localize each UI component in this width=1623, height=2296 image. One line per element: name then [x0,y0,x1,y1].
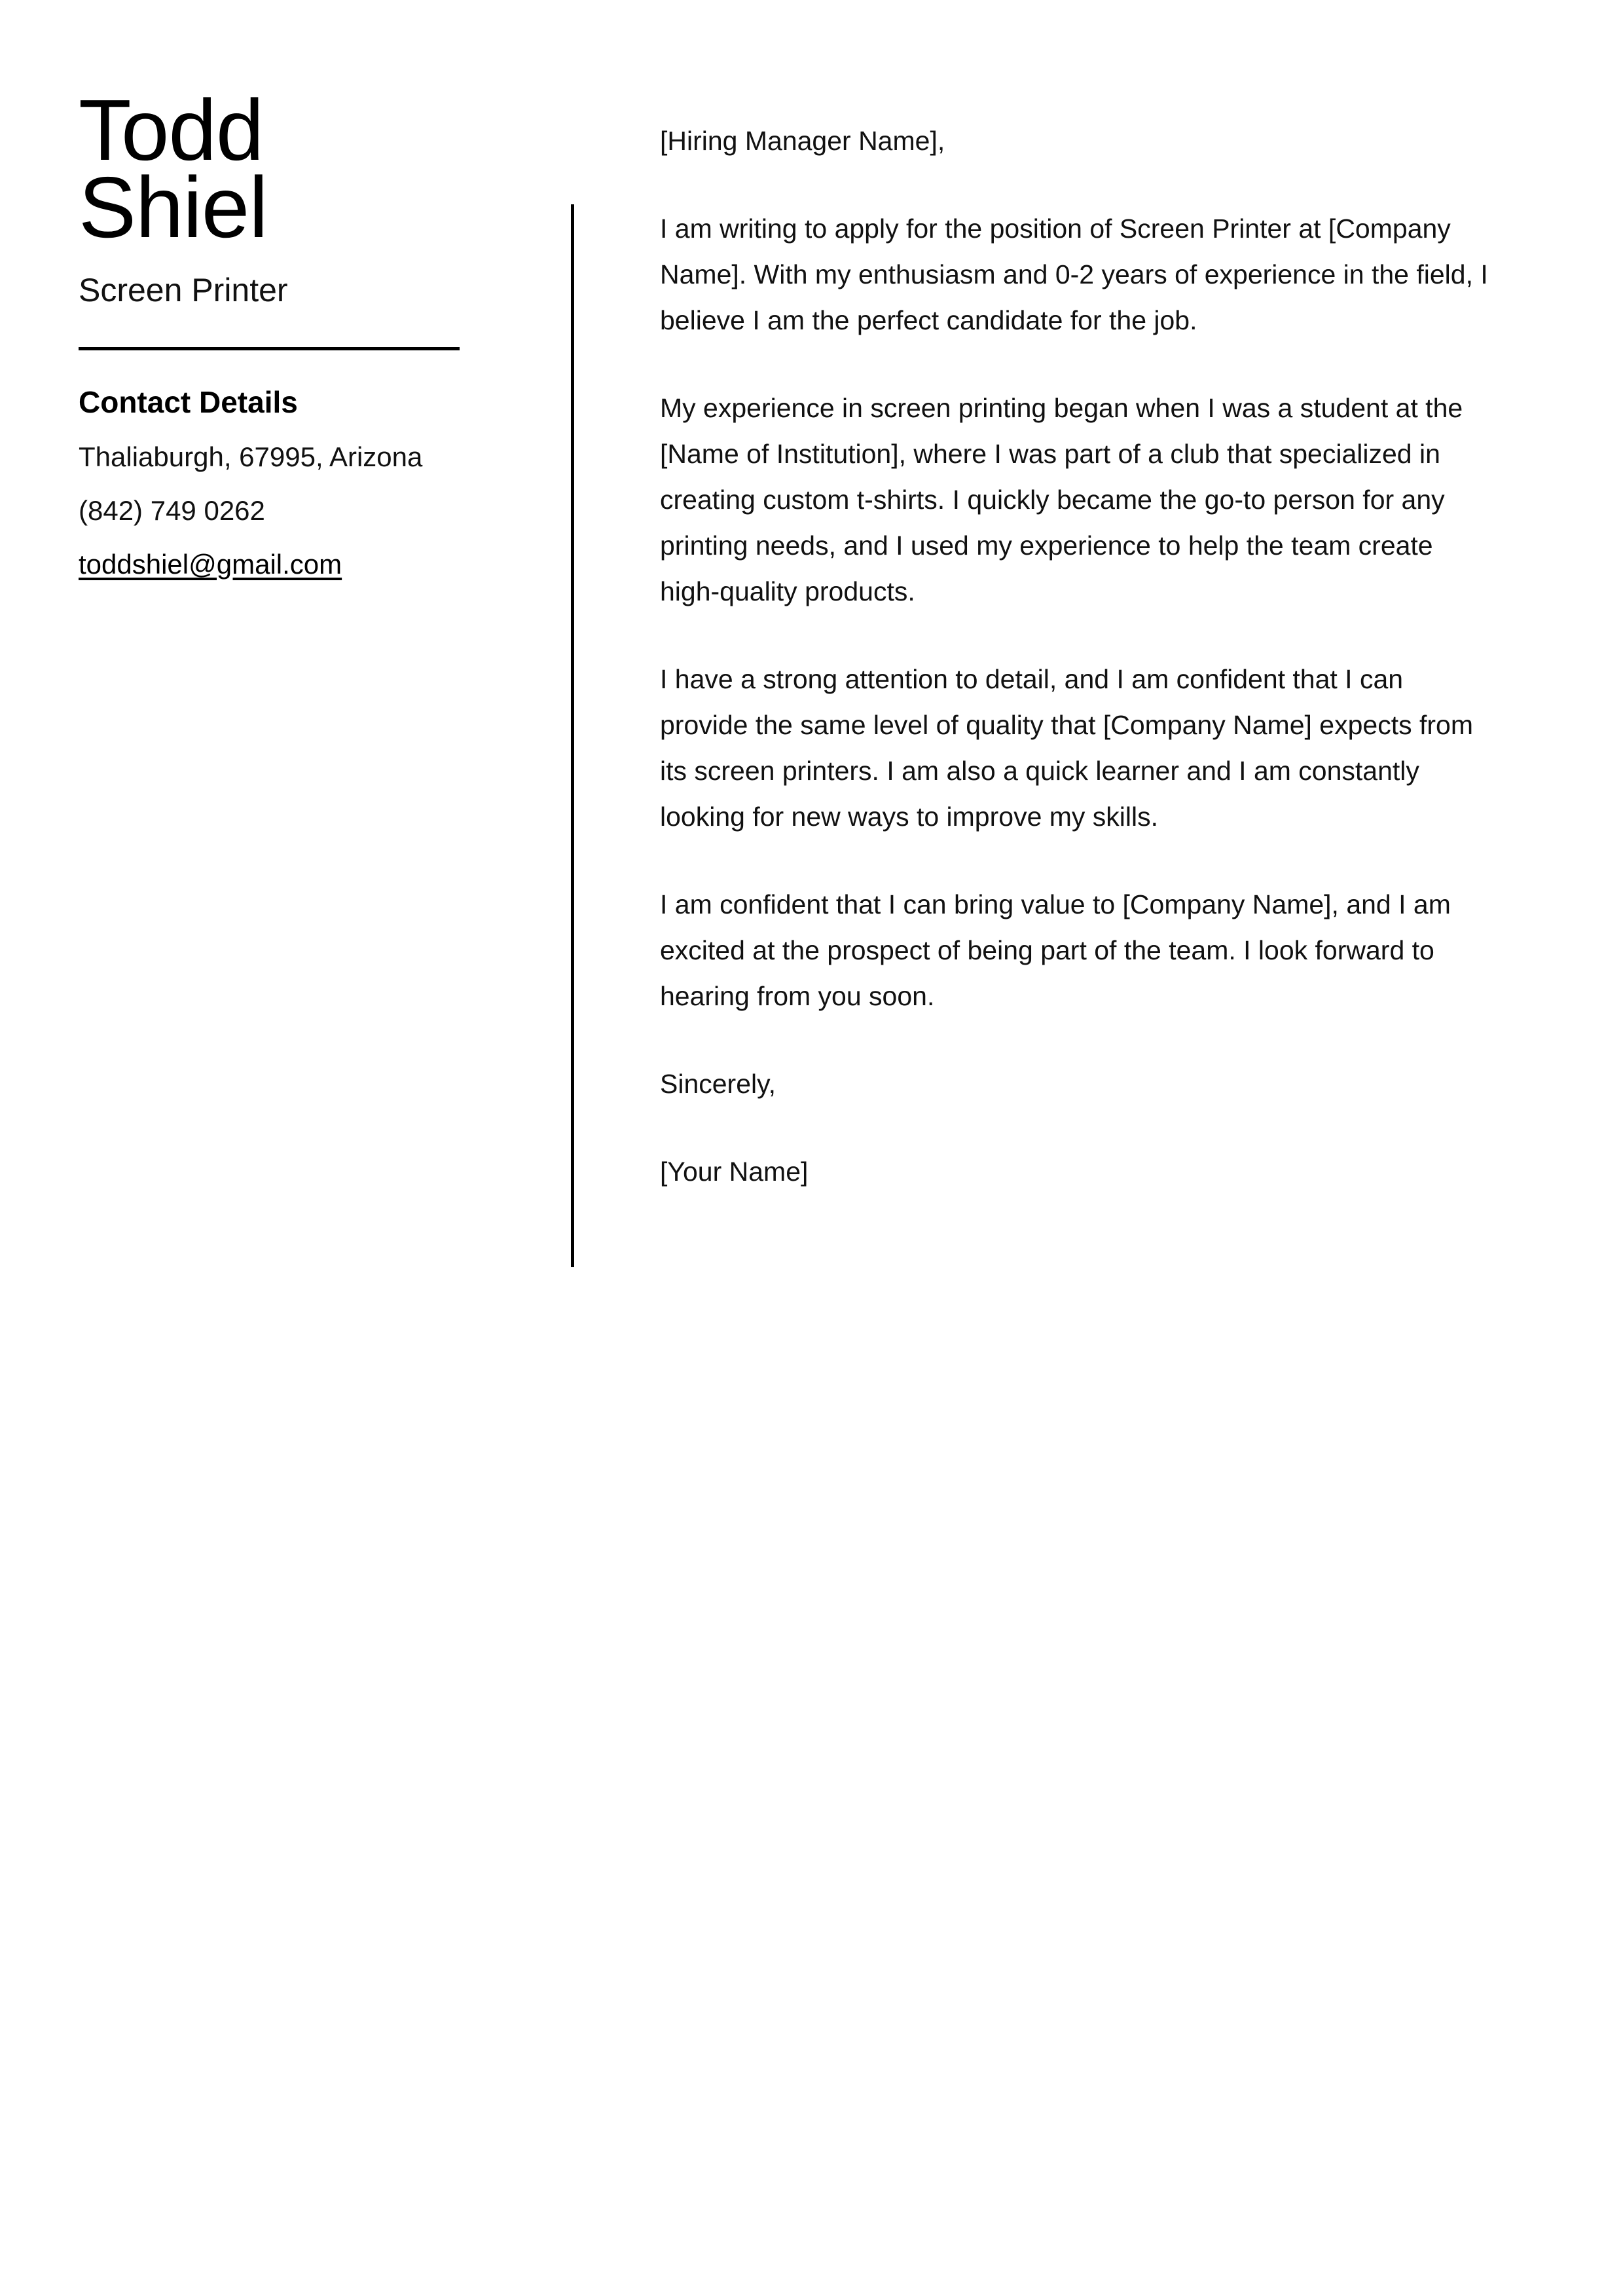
letter-paragraph-4: I am confident that I can bring value to [Company Name], and I am excited at the prospect of being part of the team. I look forward to hearing from you soon. [660,889,1451,1011]
column-divider [571,204,574,1267]
letter-closing: Sincerely, [660,1069,776,1099]
letter-signature: [Your Name] [660,1157,809,1187]
candidate-last-name: Shiel [79,159,268,255]
contact-details-list [79,441,471,581]
letter-paragraph-1: I am writing to apply for the position of Screen Printer at [Company Name]. With my enthusiasm and 0-2 years of experience in the field, I believe I am the perfect candidate for the job. [660,213,1488,335]
job-title: Screen Printer [79,272,288,308]
contact-address: Thaliaburgh, 67995, Arizona [79,441,423,472]
candidate-name [79,82,471,255]
letter-salutation: [Hiring Manager Name], [660,126,945,156]
candidate-first-name: Todd [79,82,264,178]
letter-paragraph-3: I have a strong attention to detail, and I am confident that I can provide the same level of quality that [Company Name] expects from its screen printers. I am also a quick learner and I am constantly looking for new ways to improve my skills. [660,664,1473,832]
letter-body [660,118,1493,1194]
sidebar-divider-rule [79,347,460,350]
contact-phone: (842) 749 0262 [79,495,265,526]
contact-email-link[interactable]: toddshiel@gmail.com [79,549,342,580]
sidebar [79,82,471,602]
contact-details-heading: Contact Details [79,385,298,419]
letter-paragraph-2: My experience in screen printing began when I was a student at the [Name of Institution], where I was part of a club that specialized in creating custom t-shirts. I quickly became the go-to person for any printing needs, and I used my experience to help the team create high-quality products. [660,393,1463,606]
